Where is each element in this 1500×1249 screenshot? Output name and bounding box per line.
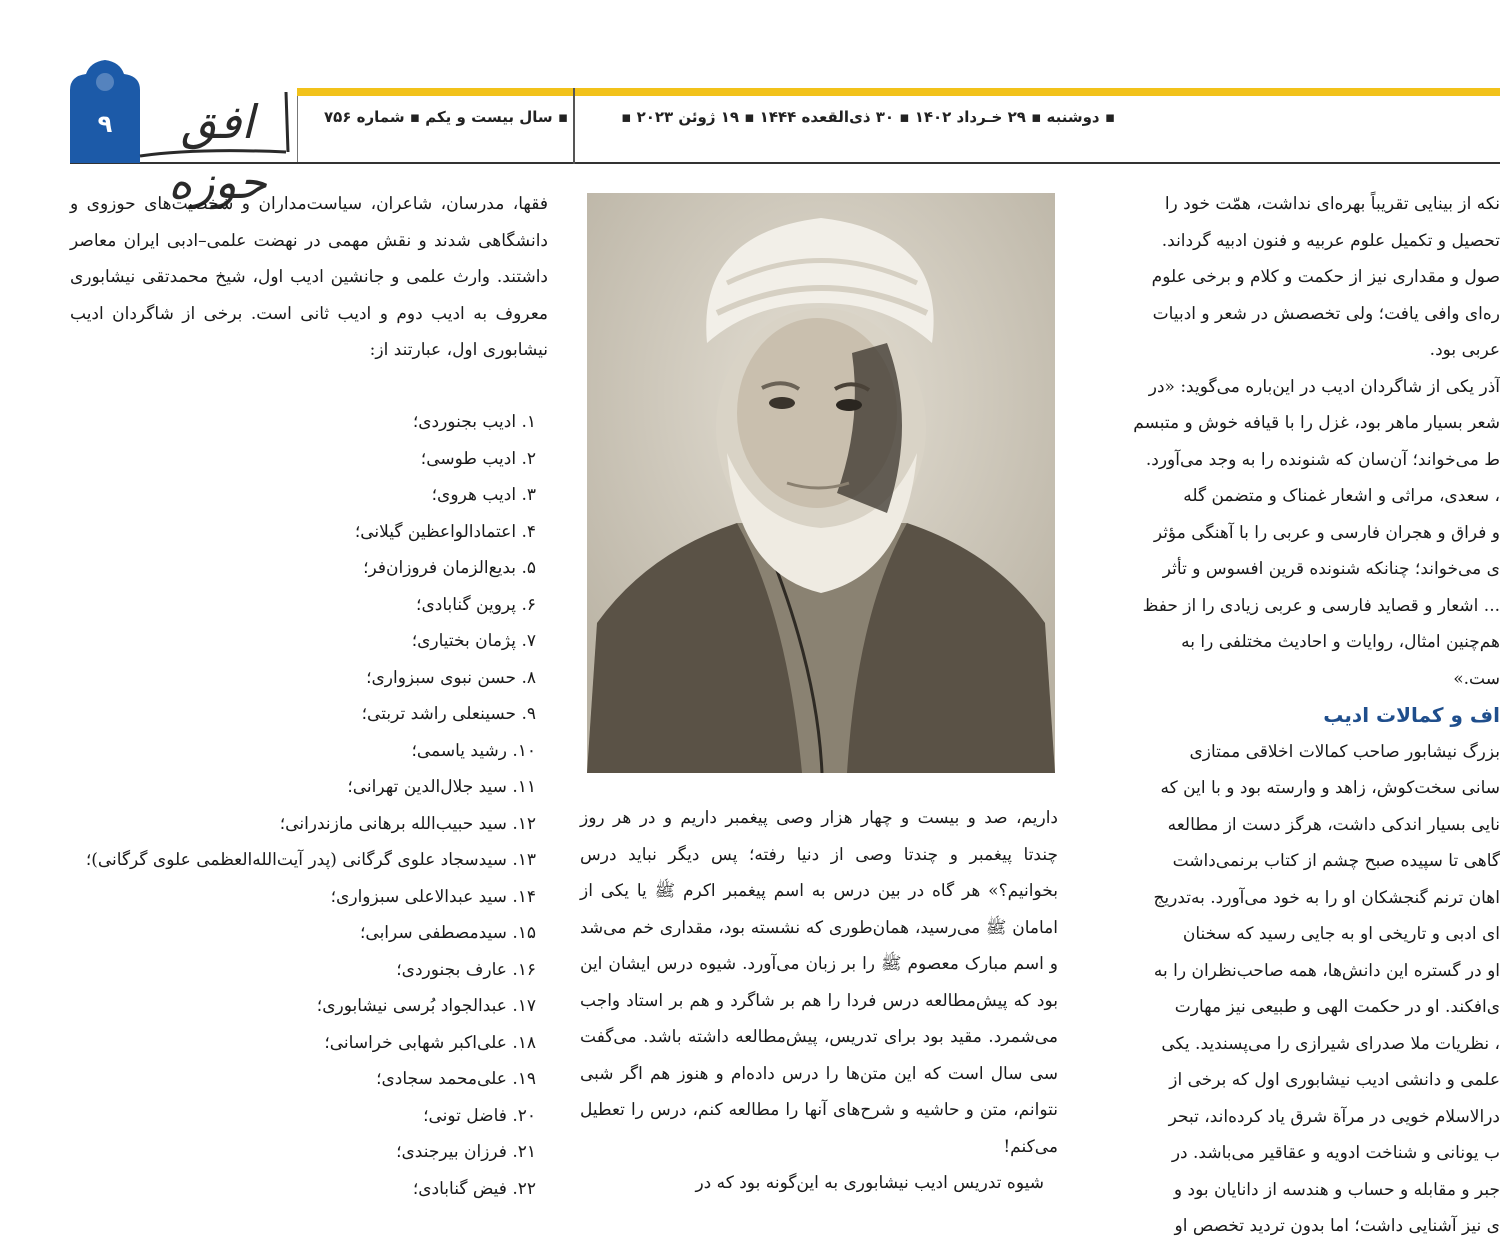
header-accent-bar <box>297 88 1500 96</box>
list-item: ۱۶. عارف بجنوردی؛ <box>396 959 536 980</box>
list-item: ۶. پروین گنابادی؛ <box>416 594 536 615</box>
left-column <box>70 186 548 369</box>
dateline: ▪ دوشنبه ▪ ۲۹ خـرداد ۱۴۰۲ ▪ ۳۰ ذی‌القعده ۱۴۴۴ ▪ ۱۹ ژوئن ۲۰۲۳ ▪ <box>621 108 1115 126</box>
portrait-illustration <box>587 193 1055 773</box>
right-line: بزرگ نیشابور صاحب کمالات اخلاقی ممتازی <box>1189 741 1500 762</box>
right-line: نکه از بینایی تقریباً بهره‌ای نداشت، همّت خود را <box>1164 194 1500 214</box>
right-line: ای ادبی و تاریخی او به جایی رسید که سخنان <box>1182 924 1500 944</box>
right-line: هم‌چنین امثال، روایات و احادیث مختلفی را به <box>1181 632 1500 652</box>
right-line: آذر یکی از شاگردان ادیب در این‌باره می‌گوید: «در <box>1148 376 1500 397</box>
list-item: ۱۸. علی‌اکبر شهابی خراسانی؛ <box>324 1032 536 1053</box>
list-item: ۲۲. فیض گنابادی؛ <box>412 1178 536 1199</box>
right-line: تحصیل و تکمیل علوم عربیه و فنون ادبیه گرداند. <box>1161 230 1500 251</box>
middle-column <box>580 800 1058 1202</box>
list-item: ۱۳. سیدسجاد علوی گرگانی (پدر آیت‌الله‌العظمی علوی گرگانی)؛ <box>85 850 536 870</box>
right-line: ... اشعار و قصاید فارسی و عربی زیادی را از حفظ <box>1142 595 1500 616</box>
right-line: نایی بسیار اندکی داشت، هرگز دست از مطالعه <box>1167 814 1500 835</box>
issue-info: ▪ سال بیست و یکم ▪ شماره ۷۵۶ <box>323 108 568 126</box>
list-item: ۷. پژمان بختیاری؛ <box>411 631 536 651</box>
right-line: جبر و مقابله و حساب و هندسه از دانایان بود و <box>1173 1179 1500 1200</box>
right-column <box>1088 186 1500 1245</box>
left-intro-paragraph: فقها، مدرسان، شاعران، سیاست‌مداران و شخصیت‌های حوزوی و دانشگاهی شدند و نقش مهمی در نهضت علمی–ادبی ایران معاصر داشتند. وارث علمی و جانشین ادیب اول، شیخ محمدتقی نیشابوری معروف به ادیب دوم و ادیب ثانی است. برخی از شاگردان ادیب نیشابوری اول، عبارتند از: <box>70 194 548 360</box>
list-item: ۲۱. فرزان بیرجندی؛ <box>396 1142 536 1162</box>
middle-paragraph-2: شیوه تدریس ادیب نیشابوری به این‌گونه بود که در <box>695 1173 1044 1193</box>
header-divider <box>573 88 575 164</box>
list-item: ۱۱. سید جلال‌الدین تهرانی؛ <box>347 777 536 797</box>
list-item: ۹. حسینعلی راشد تربتی؛ <box>361 704 536 724</box>
right-line: گاهی تا سپیده صبح چشم از کتاب برنمی‌داشت <box>1172 851 1500 871</box>
logo-wordmark: افق حوزه <box>168 95 267 209</box>
right-line: شعر بسیار ماهر بود، غزل را با قیافه خوش و متبسم <box>1133 413 1500 433</box>
right-line: ، نظریات ملا صدرای شیرازی را می‌پسندید. یکی <box>1161 1033 1500 1054</box>
right-line: او در گستره این دانش‌ها، همه صاحب‌نظران را به <box>1153 960 1500 981</box>
list-item: ۵. بدیع‌الزمان فروزان‌فر؛ <box>363 558 536 578</box>
right-line: ی‌افکند. او در حکمت الهی و طبیعی نیز مهارت <box>1174 997 1500 1017</box>
right-line: ، سعدی، مراثی و اشعار غمناک و متضمن گله <box>1183 486 1500 506</box>
list-item: ۲. ادیب طوسی؛ <box>420 448 536 469</box>
students-list <box>70 404 536 1207</box>
list-item: ۱۷. عبدالجواد بُرسی نیشابوری؛ <box>316 996 536 1016</box>
right-line: صول و مقداری نیز از حکمت و کلام و برخی علوم <box>1151 267 1500 287</box>
portrait-photo <box>587 193 1055 773</box>
list-item: ۱۴. سید عبدالاعلی سبزواری؛ <box>330 886 536 907</box>
list-item: ۳. ادیب هروی؛ <box>431 485 536 505</box>
list-item: ۱۹. علی‌محمد سجادی؛ <box>376 1069 536 1089</box>
list-item: ۱۰. رشید یاسمی؛ <box>411 740 536 761</box>
page-number: ۹ <box>97 110 113 138</box>
right-line: ره‌ای وافی یافت؛ ولی تخصصش در شعر و ادبیات <box>1152 303 1500 324</box>
right-line: علمی و دانشی ادیب نیشابوری اول که برخی از <box>1169 1070 1500 1090</box>
right-line: ب یونانی و شناخت ادویه و عقاقیر می‌باشد. در <box>1171 1143 1500 1163</box>
right-line: و فراق و هجران فارسی و عربی را با آهنگی مؤثر <box>1153 522 1500 543</box>
right-line: اهان ترنم گنجشکان او را به خود می‌آورد. به‌تدریج <box>1153 887 1500 908</box>
right-line: سانی سخت‌کوش، زاهد و وارسته بود و با این که <box>1160 778 1500 798</box>
right-line: عربی بود. <box>1429 340 1500 360</box>
right-line: ی می‌خواند؛ چنانکه شنونده قرین افسوس و تأثر <box>1162 559 1500 579</box>
middle-paragraph-1: داریم، صد و بیست و چهار هزار وصی پیغمبر داریم و در هر روز چندتا پیغمبر و چندتا وصی از دنیا رفته؛ پس دیگر نباید درس بخوانیم؟» هر گاه در بین درس به اسم پیغمبر اکرم ﷺ یا یکی از امامان ﷺ می‌رسید، همان‌طوری که نشسته بود، مقداری خم می‌شد و اسم مبارک معصوم ﷺ را بر زبان می‌آورد. شیوه درس ایشان این بود که پیش‌مطالعه درس فردا را هم بر شاگرد و هم بر استاد واجب می‌شمرد. مقید بود برای تدریس، پیش‌مطالعه داشته باشد. می‌گفت سی سال است که این متن‌ها را درس داده‌ام و هنوز هم اگر شبی نتوانم، متن و حاشیه و شرح‌های آنها را مطالعه کنم، درس را تعطیل می‌کنم! <box>580 808 1058 1157</box>
list-item: ۲۰. فاضل تونی؛ <box>423 1105 536 1126</box>
list-item: ۸. حسن نبوی سبزواری؛ <box>366 667 536 688</box>
right-line: درالاسلام خویی در مرآة شرق یاد کرده‌اند، تبحر <box>1168 1106 1500 1127</box>
right-line: ست.» <box>1453 668 1500 689</box>
section-subheading: اف و کمالات ادیب <box>1323 703 1500 727</box>
list-item: ۱. ادیب بجنوردی؛ <box>412 412 536 432</box>
right-line: ی نیز آشنایی داشت؛ اما بدون تردید تخصص او <box>1174 1216 1500 1236</box>
list-item: ۱۲. سید حبیب‌الله برهانی مازندرانی؛ <box>279 813 536 834</box>
list-item: ۴. اعتمادالواعظین گیلانی؛ <box>354 521 536 542</box>
list-item: ۱۵. سیدمصطفی سرابی؛ <box>360 923 536 943</box>
issue-box <box>297 96 573 162</box>
right-line: ط می‌خواند؛ آن‌سان که شنونده را به وجد می‌آورد. <box>1145 449 1500 470</box>
